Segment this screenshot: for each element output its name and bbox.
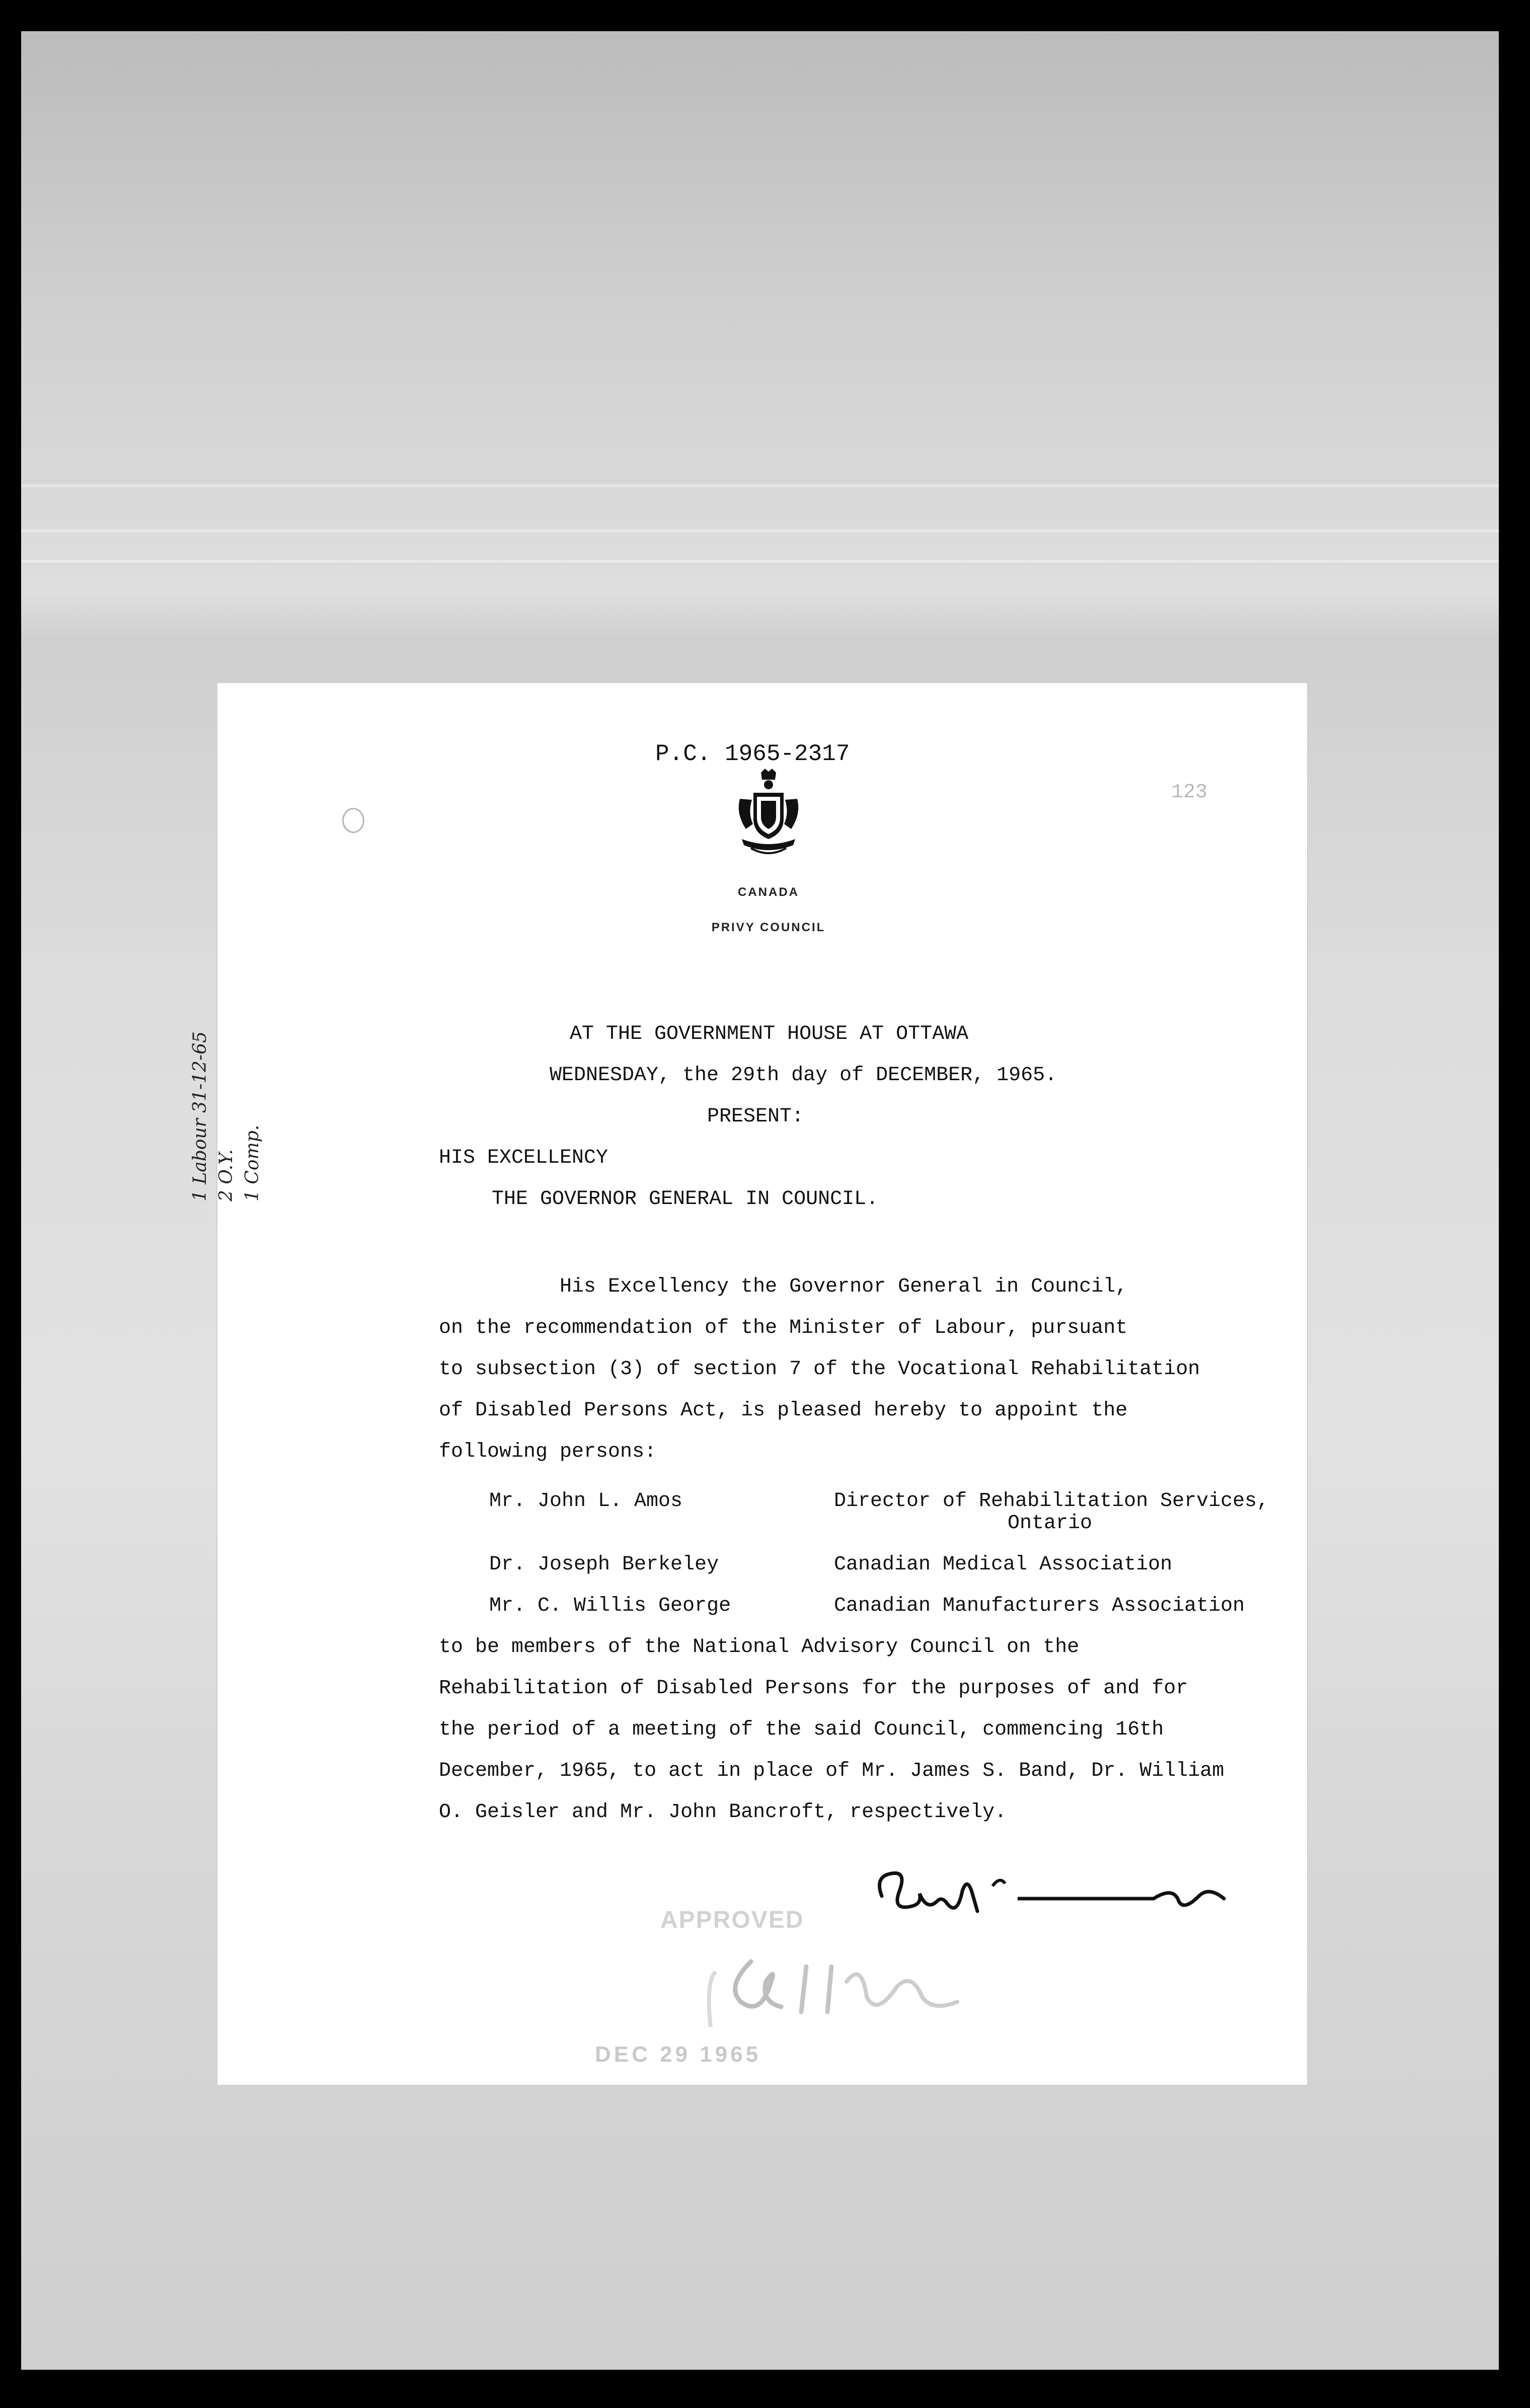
appointee-role: Canadian Medical Association xyxy=(834,1553,1173,1576)
coat-of-arms-icon xyxy=(731,769,806,859)
margin-note-line: 2 O.Y. xyxy=(216,1149,237,1201)
closing-line: O. Geisler and Mr. John Bancroft, respectively. xyxy=(439,1801,1007,1824)
order-number: P.C. 1965-2317 xyxy=(655,741,850,767)
scan-artifact xyxy=(21,530,1499,533)
scan-artifact xyxy=(21,560,1499,563)
body-line: His Excellency the Governor General in Council, xyxy=(560,1275,1128,1298)
stamp-date: DEC 29 1965 xyxy=(595,2042,761,2067)
body-line: of Disabled Persons Act, is pleased hereby to appoint the xyxy=(439,1399,1128,1422)
scan-artifact xyxy=(21,484,1499,487)
closing-line: the period of a meeting of the said Council, commencing 16th xyxy=(439,1718,1164,1741)
header-country: CANADA xyxy=(738,885,799,899)
approved-stamp: APPROVED xyxy=(660,1907,804,1933)
appointee-name: Mr. John L. Amos xyxy=(489,1490,683,1513)
appointee-role: Canadian Manufacturers Association xyxy=(834,1595,1245,1617)
closing-line: to be members of the National Advisory Council on the xyxy=(439,1636,1080,1659)
header-body: PRIVY COUNCIL xyxy=(711,921,826,934)
date-line: WEDNESDAY, the 29th day of DECEMBER, 1965. xyxy=(550,1064,1057,1087)
margin-note-line: 1 Labour 31-12-65 xyxy=(190,1031,210,1201)
appointee-name: Dr. Joseph Berkeley xyxy=(489,1553,719,1576)
place-line: AT THE GOVERNMENT HOUSE AT OTTAWA xyxy=(570,1023,969,1045)
body-line: following persons: xyxy=(439,1441,657,1463)
appointee-role: Director of Rehabilitation Services, xyxy=(834,1490,1269,1513)
addressee-line-1: HIS EXCELLENCY xyxy=(439,1147,608,1169)
body-line: to subsection (3) of section 7 of the Vocational Rehabilitation xyxy=(439,1358,1200,1381)
closing-line: Rehabilitation of Disabled Persons for the purposes of and for xyxy=(439,1677,1188,1700)
clerk-signature-icon xyxy=(872,1856,1234,1926)
body-line: on the recommendation of the Minister of Labour, pursuant xyxy=(439,1317,1128,1339)
closing-line: December, 1965, to act in place of Mr. James S. Band, Dr. William xyxy=(439,1760,1225,1782)
governor-general-signature-icon xyxy=(696,1951,987,2037)
margin-note-line: 1 Comp. xyxy=(242,1124,263,1201)
present-label: PRESENT: xyxy=(707,1105,804,1128)
appointee-name: Mr. C. Willis George xyxy=(489,1595,731,1617)
addressee-line-2: THE GOVERNOR GENERAL IN COUNCIL. xyxy=(492,1188,879,1211)
page-number: 123 xyxy=(1171,781,1208,804)
document-page xyxy=(190,683,1307,2085)
appointee-role-line-2: Ontario xyxy=(1008,1512,1093,1535)
film-background xyxy=(21,31,1499,2370)
margin-distribution-note xyxy=(187,990,266,1201)
punch-hole-icon xyxy=(342,808,364,833)
